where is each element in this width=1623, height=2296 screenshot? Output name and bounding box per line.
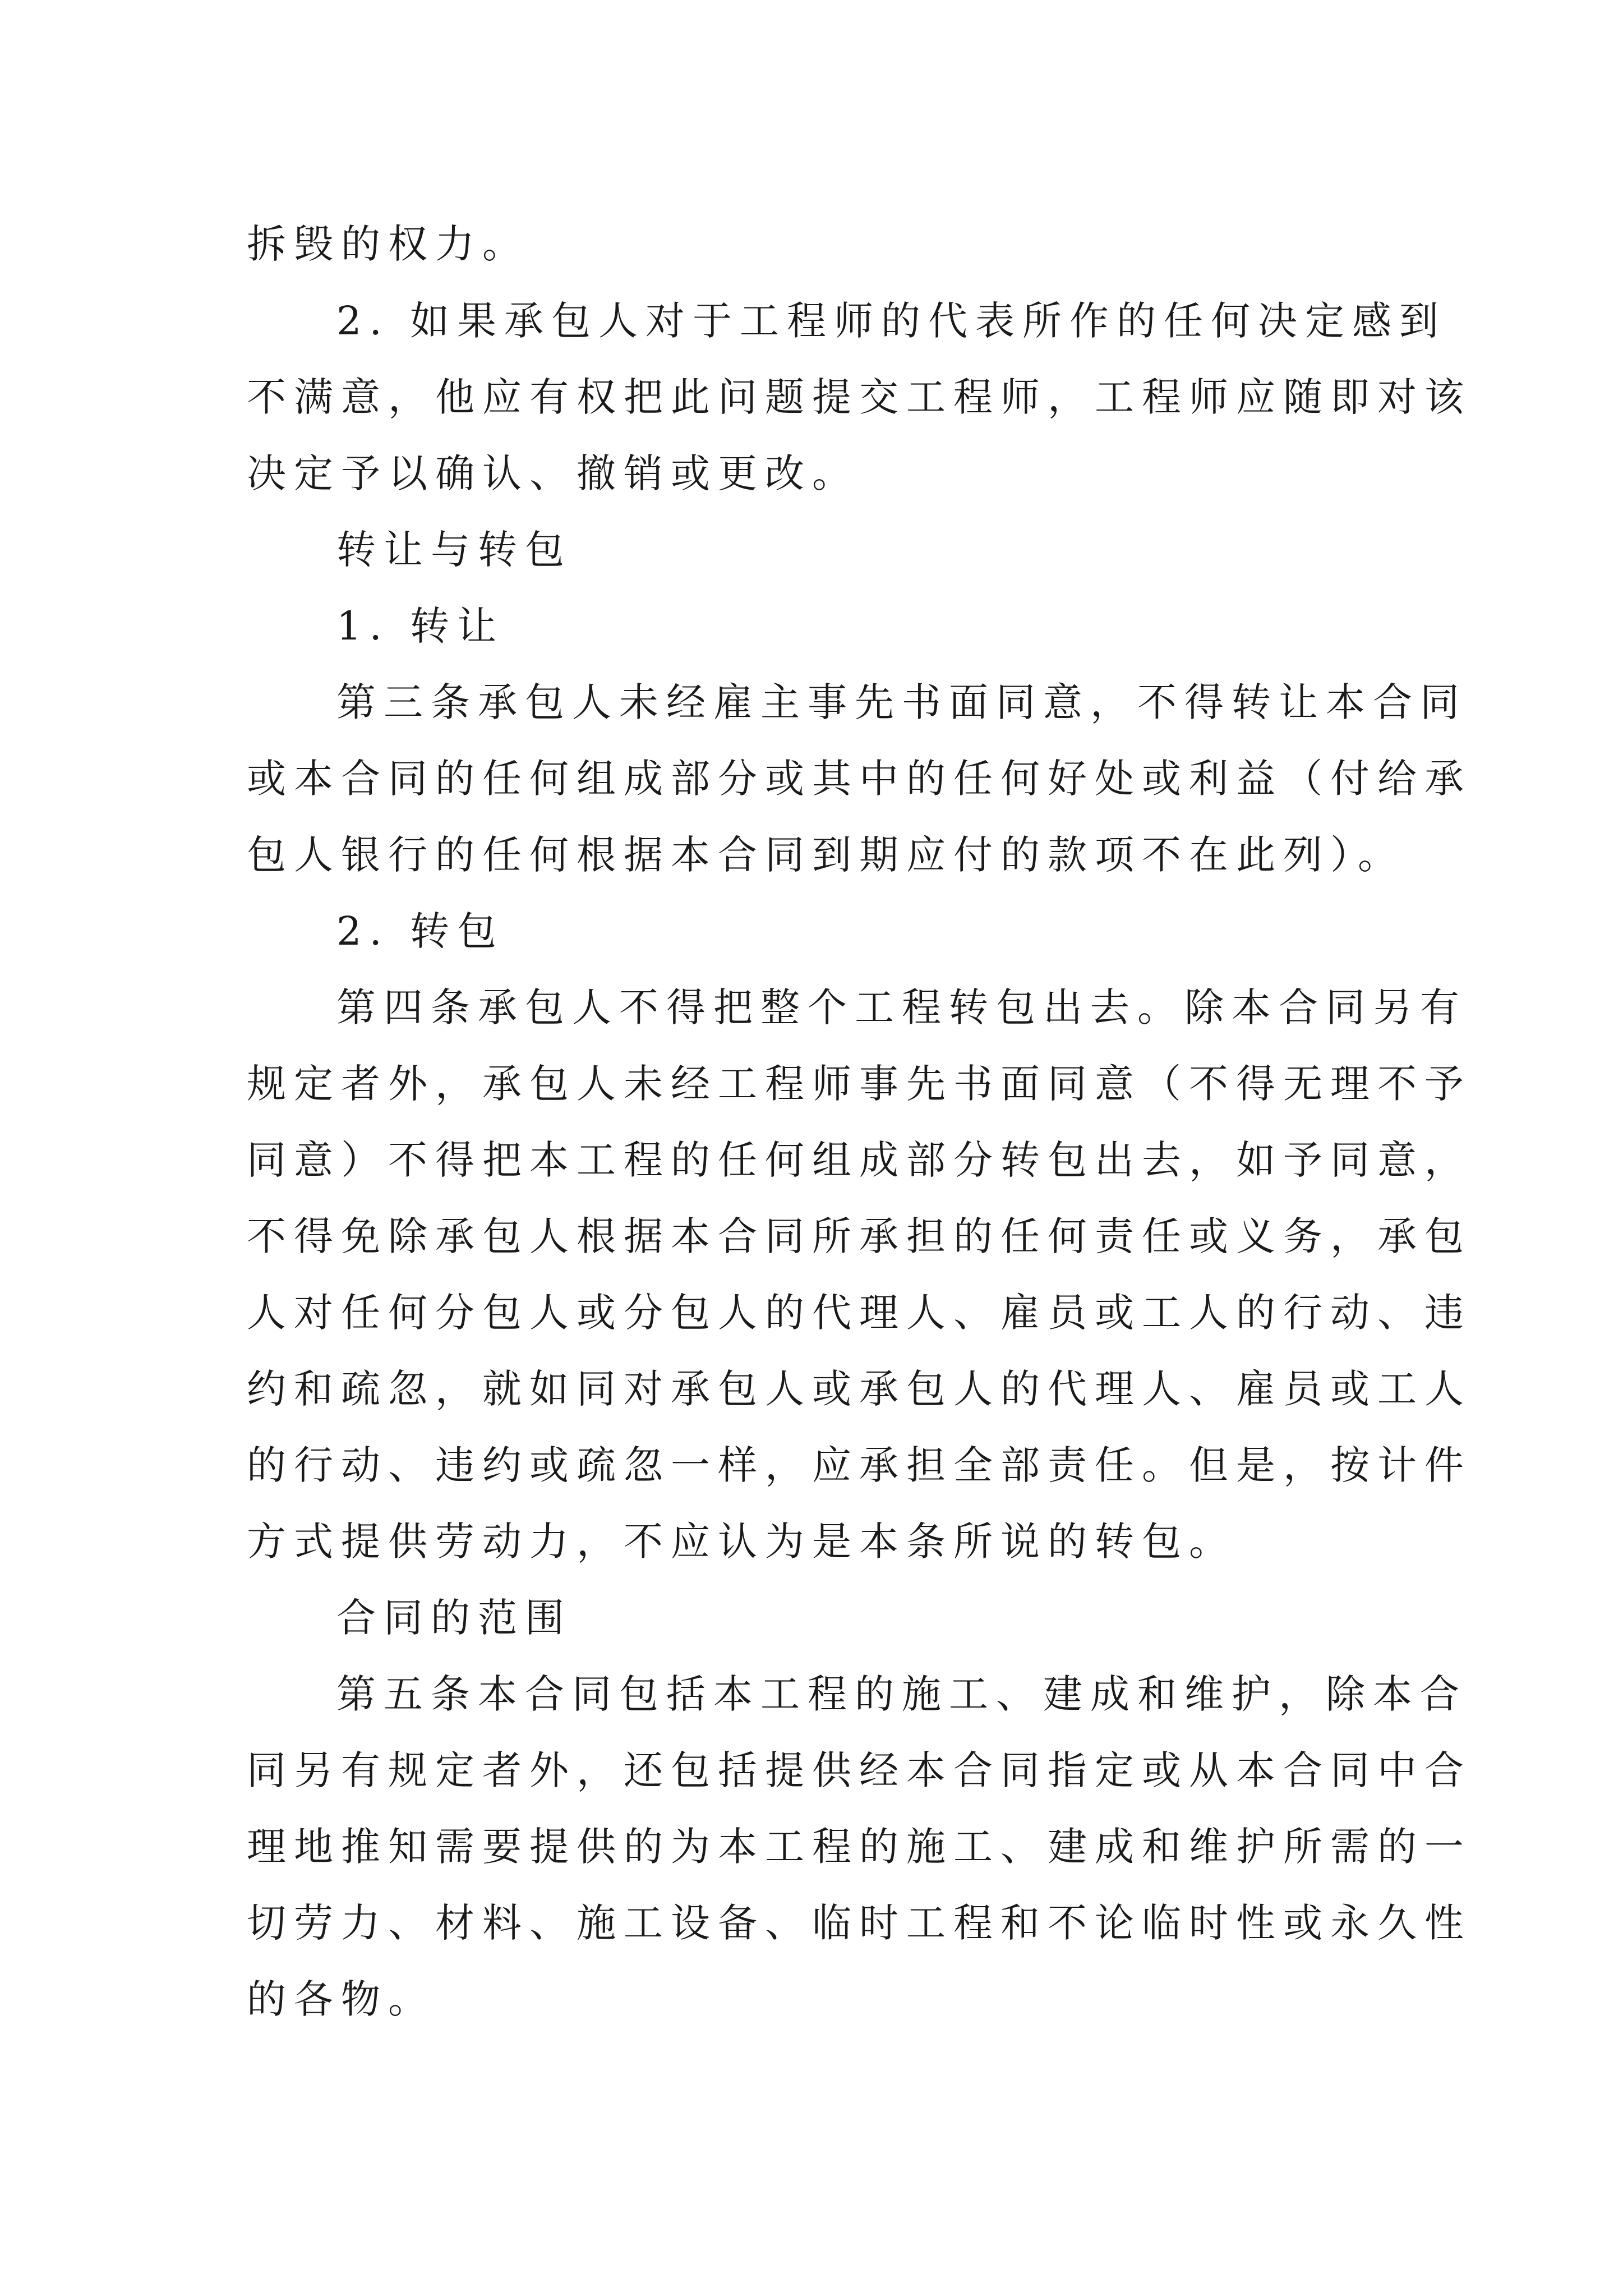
section-heading: 转让与转包 xyxy=(336,527,572,573)
text-line: 第五条本合同包括本工程的施工、建成和维护，除本合 xyxy=(336,1671,1467,1717)
text-line: 或本合同的任何组成部分或其中的任何好处或利益（付给承 xyxy=(247,756,1472,802)
text-line: 第四条承包人不得把整个工程转包出去。除本合同另有 xyxy=(336,984,1467,1030)
text-line: 切劳力、材料、施工设备、临时工程和不论临时性或永久性 xyxy=(247,1900,1472,1946)
text-line: 2. 如果承包人对于工程师的代表所作的任何决定感到 xyxy=(336,298,1447,344)
text-line: 第三条承包人未经雇主事先书面同意，不得转让本合同 xyxy=(336,679,1467,725)
text-line: 包人银行的任何根据本合同到期应付的款项不在此列）。 xyxy=(247,832,1405,878)
text-line: 的各物。 xyxy=(247,1976,435,2022)
section-heading: 合同的范围 xyxy=(336,1595,572,1641)
text-line: 同意）不得把本工程的任何组成部分转包出去，如予同意， xyxy=(247,1137,1472,1183)
text-line: 人对任何分包人或分包人的代理人、雇员或工人的行动、违 xyxy=(247,1290,1472,1336)
text-line: 不满意，他应有权把此问题提交工程师，工程师应随即对该 xyxy=(247,374,1472,420)
text-line: 不得免除承包人根据本合同所承担的任何责任或义务，承包 xyxy=(247,1213,1472,1259)
text-line: 约和疏忽，就如同对承包人或承包人的代理人、雇员或工人 xyxy=(247,1366,1472,1412)
subsection-heading: 2. 转包 xyxy=(336,908,505,954)
text-line: 理地推知需要提供的为本工程的施工、建成和维护所需的一 xyxy=(247,1824,1472,1870)
text-line: 决定予以确认、撤销或更改。 xyxy=(247,450,859,496)
text-line: 方式提供劳动力，不应认为是本条所说的转包。 xyxy=(247,1519,1236,1565)
text-line: 的行动、违约或疏忽一样，应承担全部责任。但是，按计件 xyxy=(247,1442,1472,1488)
text-line: 同另有规定者外，还包括提供经本合同指定或从本合同中合 xyxy=(247,1747,1472,1793)
text-line: 拆毁的权力。 xyxy=(247,221,529,267)
subsection-heading: 1. 转让 xyxy=(336,603,505,649)
text-line: 规定者外，承包人未经工程师事先书面同意（不得无理不予 xyxy=(247,1061,1472,1107)
